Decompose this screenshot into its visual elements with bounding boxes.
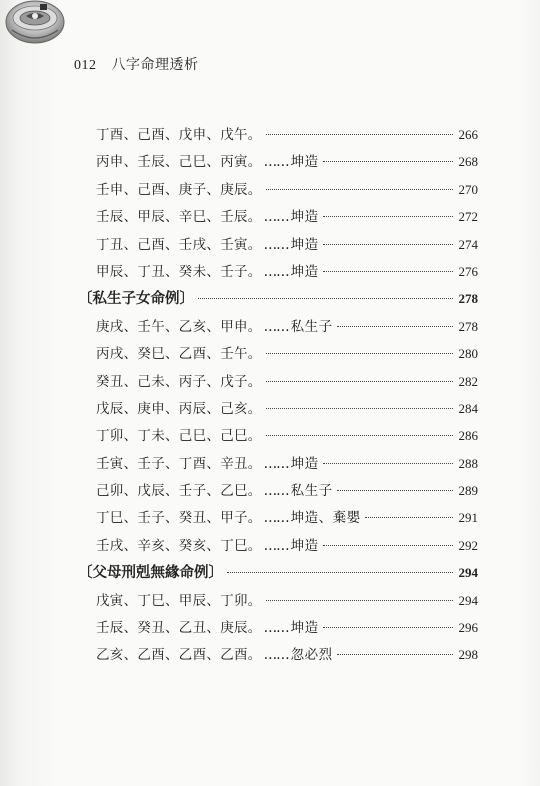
toc-entry[interactable] bbox=[78, 532, 478, 559]
entry-note: 坤造 bbox=[290, 537, 319, 554]
entry-note: 坤造、棄嬰 bbox=[290, 510, 361, 527]
toc-entry[interactable] bbox=[78, 121, 478, 148]
entry-page-number: 286 bbox=[458, 428, 478, 444]
dot-leader bbox=[323, 161, 453, 162]
toc-entry[interactable] bbox=[78, 176, 478, 203]
dot-leader bbox=[337, 326, 453, 327]
entry-pillars: 丁卯、丁未、己巳、己巳。 bbox=[96, 428, 262, 445]
header-page-number: 012 bbox=[74, 58, 97, 73]
table-of-contents bbox=[78, 121, 478, 669]
dot-leader bbox=[365, 517, 453, 518]
entry-note: 坤造 bbox=[290, 154, 319, 171]
toc-entry[interactable] bbox=[78, 641, 478, 668]
entry-page-number: 294 bbox=[458, 592, 478, 608]
toc-entry[interactable] bbox=[78, 313, 478, 340]
toc-entry[interactable] bbox=[78, 422, 478, 449]
toc-entry[interactable] bbox=[78, 450, 478, 477]
toc-section-heading[interactable] bbox=[78, 285, 478, 312]
entry-pillars: 丁酉、己酉、戊申、戊午。 bbox=[96, 127, 262, 143]
dot-leader bbox=[266, 408, 453, 409]
entry-page-number: 266 bbox=[458, 127, 478, 142]
dot-leader bbox=[323, 216, 453, 217]
entry-page-number: 296 bbox=[458, 620, 478, 636]
entry-page-number: 292 bbox=[458, 537, 478, 553]
toc-entry[interactable] bbox=[78, 231, 478, 258]
toc-entry[interactable] bbox=[78, 148, 478, 175]
entry-page-number: 268 bbox=[458, 154, 478, 170]
dot-leader bbox=[337, 490, 453, 491]
entry-ellipsis: …… bbox=[263, 510, 289, 527]
entry-pillars: 壬申、己酉、庚子、庚辰。 bbox=[96, 181, 262, 198]
entry-pillars: 丁巳、壬子、癸丑、甲子。 bbox=[96, 510, 262, 527]
toc-entry[interactable] bbox=[78, 504, 478, 531]
toc-entry[interactable] bbox=[78, 477, 478, 504]
entry-note: 忽必烈 bbox=[290, 647, 333, 664]
entry-pillars: 戊寅、丁巳、甲辰、丁卯。 bbox=[96, 592, 262, 609]
entry-page-number: 294 bbox=[458, 565, 478, 581]
entry-ellipsis: …… bbox=[263, 236, 289, 253]
toc-entry[interactable] bbox=[78, 587, 478, 614]
entry-page-number: 276 bbox=[458, 263, 478, 279]
entry-page-number: 282 bbox=[458, 373, 478, 389]
entry-page-number: 298 bbox=[458, 647, 478, 663]
entry-pillars: 丙申、壬辰、己巳、丙寅。 bbox=[96, 154, 262, 171]
dot-leader bbox=[266, 134, 453, 135]
entry-page-number: 278 bbox=[458, 318, 478, 334]
dot-leader bbox=[266, 353, 453, 354]
dot-leader bbox=[337, 654, 453, 655]
entry-pillars: 庚戌、壬午、乙亥、甲申。 bbox=[96, 318, 262, 335]
entry-ellipsis: …… bbox=[263, 647, 289, 664]
entry-page-number: 288 bbox=[458, 455, 478, 471]
dot-leader bbox=[266, 189, 453, 190]
section-title: 〔父母刑剋無緣命例〕 bbox=[78, 565, 223, 582]
dot-leader bbox=[323, 271, 453, 272]
dot-leader bbox=[323, 244, 453, 245]
section-title: 〔私生子女命例〕 bbox=[78, 291, 194, 308]
entry-note: 私生子 bbox=[290, 318, 333, 335]
entry-pillars: 壬寅、壬子、丁酉、辛丑。 bbox=[96, 455, 262, 472]
dot-leader bbox=[227, 572, 453, 573]
entry-pillars: 戊辰、庚申、丙辰、己亥。 bbox=[96, 400, 262, 417]
publisher-logo-icon bbox=[4, 0, 66, 46]
entry-page-number: 274 bbox=[458, 236, 478, 252]
dot-leader bbox=[323, 545, 453, 546]
entry-note: 坤造 bbox=[290, 455, 319, 472]
entry-pillars: 癸丑、己未、丙子、戊子。 bbox=[96, 373, 262, 390]
entry-ellipsis: …… bbox=[263, 318, 289, 335]
dot-leader bbox=[323, 463, 453, 464]
toc-entry[interactable] bbox=[78, 395, 478, 422]
entry-page-number: 289 bbox=[458, 483, 478, 499]
entry-note: 坤造 bbox=[290, 209, 319, 226]
entry-pillars: 乙亥、乙酉、乙酉、乙酉。 bbox=[96, 647, 262, 664]
toc-section-heading[interactable] bbox=[78, 559, 478, 586]
entry-page-number: 280 bbox=[458, 346, 478, 362]
entry-pillars: 壬辰、癸丑、乙丑、庚辰。 bbox=[96, 620, 262, 637]
entry-ellipsis: …… bbox=[263, 455, 289, 472]
entry-note: 私生子 bbox=[290, 483, 333, 500]
toc-entry[interactable] bbox=[78, 258, 478, 285]
entry-ellipsis: …… bbox=[263, 263, 289, 280]
toc-entry[interactable] bbox=[78, 203, 478, 230]
entry-page-number: 272 bbox=[458, 209, 478, 225]
entry-page-number: 278 bbox=[458, 291, 478, 307]
entry-ellipsis: …… bbox=[263, 537, 289, 554]
entry-page-number: 284 bbox=[458, 400, 478, 416]
running-header bbox=[74, 54, 198, 74]
entry-ellipsis: …… bbox=[263, 209, 289, 226]
entry-pillars: 丙戌、癸巳、乙酉、壬午。 bbox=[96, 346, 262, 363]
entry-page-number: 291 bbox=[458, 510, 478, 526]
dot-leader bbox=[323, 627, 453, 628]
entry-ellipsis: …… bbox=[263, 154, 289, 171]
toc-entry[interactable] bbox=[78, 368, 478, 395]
entry-pillars: 壬辰、甲辰、辛巳、壬辰。 bbox=[96, 209, 262, 226]
entry-pillars: 甲辰、丁丑、癸未、壬子。 bbox=[96, 263, 262, 280]
dot-leader bbox=[266, 381, 453, 382]
entry-pillars: 己卯、戊辰、壬子、乙巳。 bbox=[96, 483, 262, 500]
header-book-title: 八字命理透析 bbox=[111, 57, 199, 73]
dot-leader bbox=[198, 298, 453, 299]
entry-pillars: 壬戌、辛亥、癸亥、丁巳。 bbox=[96, 537, 262, 554]
dot-leader bbox=[266, 600, 453, 601]
entry-note: 坤造 bbox=[290, 620, 319, 637]
entry-pillars: 丁丑、己酉、壬戌、壬寅。 bbox=[96, 236, 262, 253]
entry-note: 坤造 bbox=[290, 263, 319, 280]
entry-ellipsis: …… bbox=[263, 483, 289, 500]
entry-note: 坤造 bbox=[290, 236, 319, 253]
toc-entry[interactable] bbox=[78, 614, 478, 641]
dot-leader bbox=[266, 435, 453, 436]
toc-entry[interactable] bbox=[78, 340, 478, 367]
entry-page-number: 270 bbox=[458, 181, 478, 197]
entry-ellipsis: …… bbox=[263, 620, 289, 637]
